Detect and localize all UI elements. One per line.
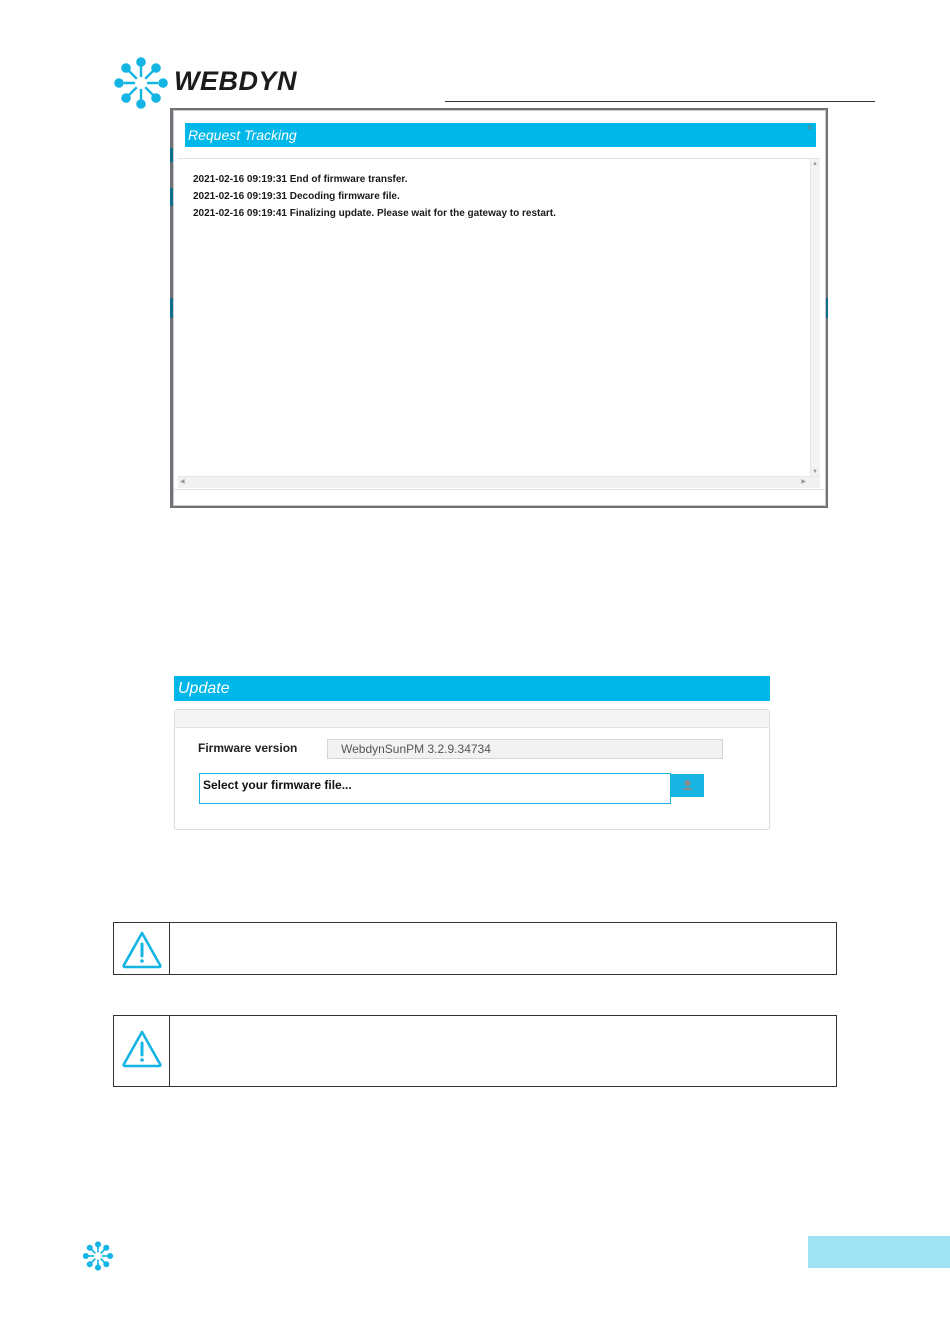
vertical-scrollbar[interactable]: [810, 159, 820, 477]
logo-wordmark: WEBDYN: [174, 66, 297, 96]
firmware-file-input[interactable]: Select your firmware file...: [199, 773, 671, 804]
warning-box: [113, 922, 837, 975]
warning-box: [113, 1015, 837, 1087]
scroll-down-icon[interactable]: ▼: [812, 469, 818, 475]
firmware-version-label: Firmware version: [198, 741, 298, 755]
warning-icon-cell: [114, 923, 170, 974]
update-title: Update: [174, 676, 770, 701]
horizontal-scrollbar[interactable]: [178, 476, 820, 488]
update-panel: [174, 709, 770, 830]
upload-button[interactable]: [671, 774, 704, 797]
scroll-right-icon[interactable]: ▶: [801, 479, 806, 485]
webdyn-logo: [112, 56, 297, 110]
modal-log-area[interactable]: [178, 158, 820, 488]
page-number-tab: [808, 1236, 950, 1268]
scroll-up-icon[interactable]: ▲: [812, 161, 818, 167]
panel-header-strip: [175, 710, 769, 728]
starburst-logo-icon: [82, 1240, 114, 1272]
log-line: 2021-02-16 09:19:41 Finalizing update. Please wait for the gateway to restart.: [193, 208, 556, 219]
firmware-version-field: WebdynSunPM 3.2.9.34734: [327, 739, 723, 759]
close-icon[interactable]: ×: [806, 122, 813, 134]
starburst-logo-icon: [112, 56, 170, 110]
log-line: 2021-02-16 09:19:31 End of firmware transfer.: [193, 174, 408, 185]
warning-triangle-icon: [121, 930, 163, 970]
modal-footer-divider: [174, 489, 825, 490]
footer-logo: [82, 1240, 114, 1277]
request-tracking-screenshot: [170, 108, 828, 508]
scroll-left-icon[interactable]: ◀: [180, 479, 185, 485]
request-tracking-modal: [173, 110, 826, 506]
upload-icon: [671, 774, 704, 797]
warning-icon-cell: [114, 1016, 170, 1086]
modal-title: Request Tracking: [185, 123, 816, 147]
header-rule: [445, 101, 875, 102]
warning-triangle-icon: [121, 1029, 163, 1069]
log-list: [193, 171, 556, 222]
log-line: 2021-02-16 09:19:31 Decoding firmware file.: [193, 191, 400, 202]
